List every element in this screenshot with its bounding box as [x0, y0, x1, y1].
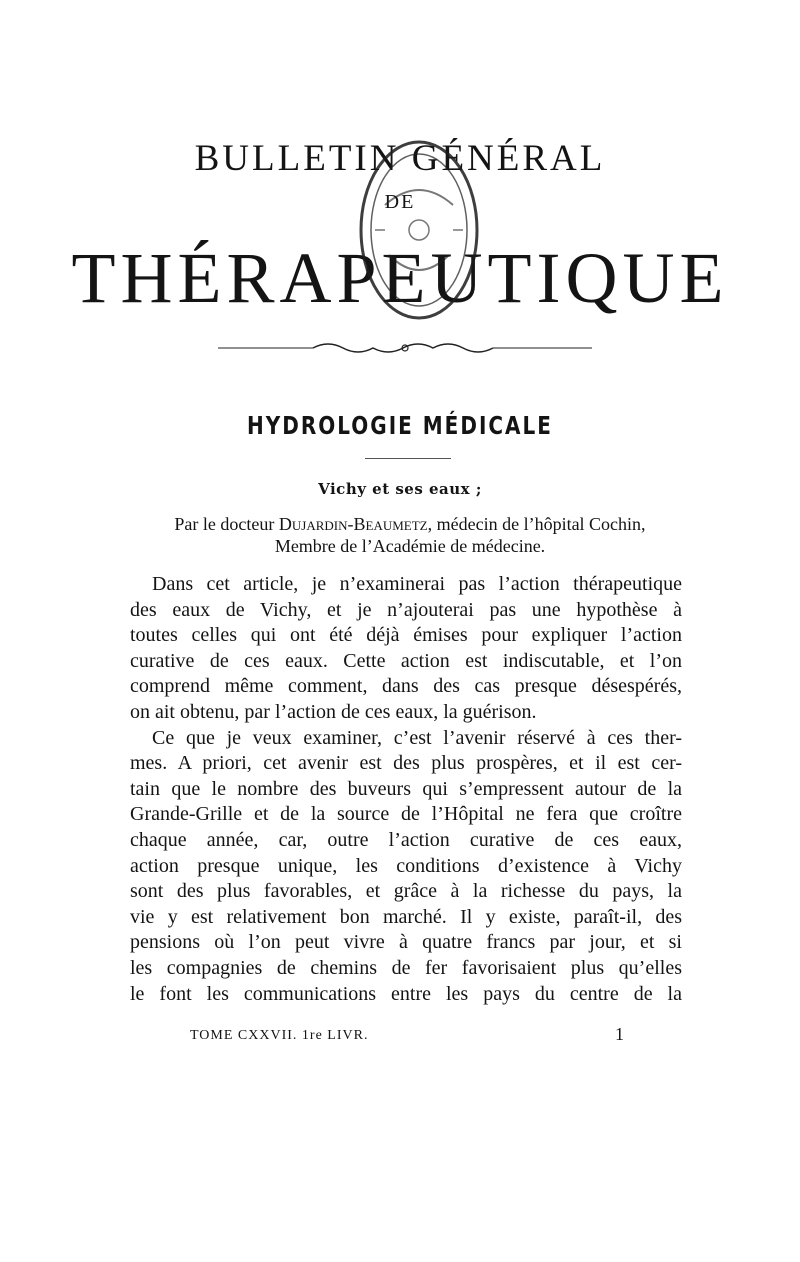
byline-affiliation: Membre de l’Académie de médecine.	[274, 536, 546, 556]
text-line: Grande-Grille et de la source de l’Hôpital ne fera que croître	[130, 803, 682, 826]
library-stamp-icon	[355, 135, 483, 325]
byline-prefix: Par le docteur	[174, 514, 279, 534]
text-line: sont des plus favorables, et grâce à la richesse du pays, la	[130, 880, 682, 903]
text-line: curative de ces eaux. Cette action est indiscutable, et l’on	[130, 649, 682, 672]
paragraph-2	[130, 726, 682, 1008]
text-line: vie y est relativement bon marché. Il y existe, paraît-il, des	[130, 905, 682, 928]
text-line: on ait obtenu, par l’action de ces eaux, la guérison.	[130, 700, 537, 723]
journal-title-line1: BULLETIN GÉNÉRAL	[194, 138, 606, 179]
article-byline	[130, 513, 690, 557]
journal-title-line2: THÉRAPEUTIQUE	[71, 238, 729, 318]
text-line: le font les communications entre les pays du centre de la	[130, 982, 682, 1005]
section-title: HYDROLOGIE MÉDICALE	[247, 410, 553, 440]
text-line: pensions où l’on peut vivre à quatre francs par jour, et si	[130, 931, 682, 954]
text-line: Ce que je veux examiner, c’est l’avenir réservé à ces ther-	[152, 726, 682, 749]
text-line: comprend même comment, dans des cas presque désespérés,	[130, 675, 682, 698]
text-line: toutes celles qui ont été déjà émises pour expliquer l’action	[130, 624, 682, 647]
byline-author: Dujardin-Beaumetz	[278, 514, 428, 534]
section-divider	[365, 458, 451, 459]
volume-info: TOME CXXVII. 1re LIVR.	[190, 1028, 369, 1043]
text-line: mes. A priori, cet avenir est des plus prospères, et il est cer-	[130, 752, 682, 775]
text-line: les compagnies de chemins de fer favorisaient plus qu’elles	[130, 956, 682, 979]
text-line: tain que le nombre des buveurs qui s’empressent autour de la	[130, 777, 682, 800]
text-line: action presque unique, les conditions d’existence à Vichy	[130, 854, 682, 877]
text-line: Dans cet article, je n’examinerai pas l’action thérapeutique	[152, 573, 682, 595]
article-title: Vichy et ses eaux ;	[318, 480, 482, 498]
paragraph-1	[130, 572, 682, 726]
journal-title-de: DE	[384, 191, 416, 213]
text-line: des eaux de Vichy, et je n’ajouterai pas une hypothèse à	[130, 598, 682, 621]
text-line: chaque année, car, outre l’action curative de ces eaux,	[130, 828, 682, 851]
page-number: 1	[615, 1024, 624, 1044]
article-body	[130, 572, 682, 1007]
ornamental-rule	[218, 338, 592, 358]
byline-suffix: , médecin de l’hôpital Cochin,	[427, 514, 646, 534]
